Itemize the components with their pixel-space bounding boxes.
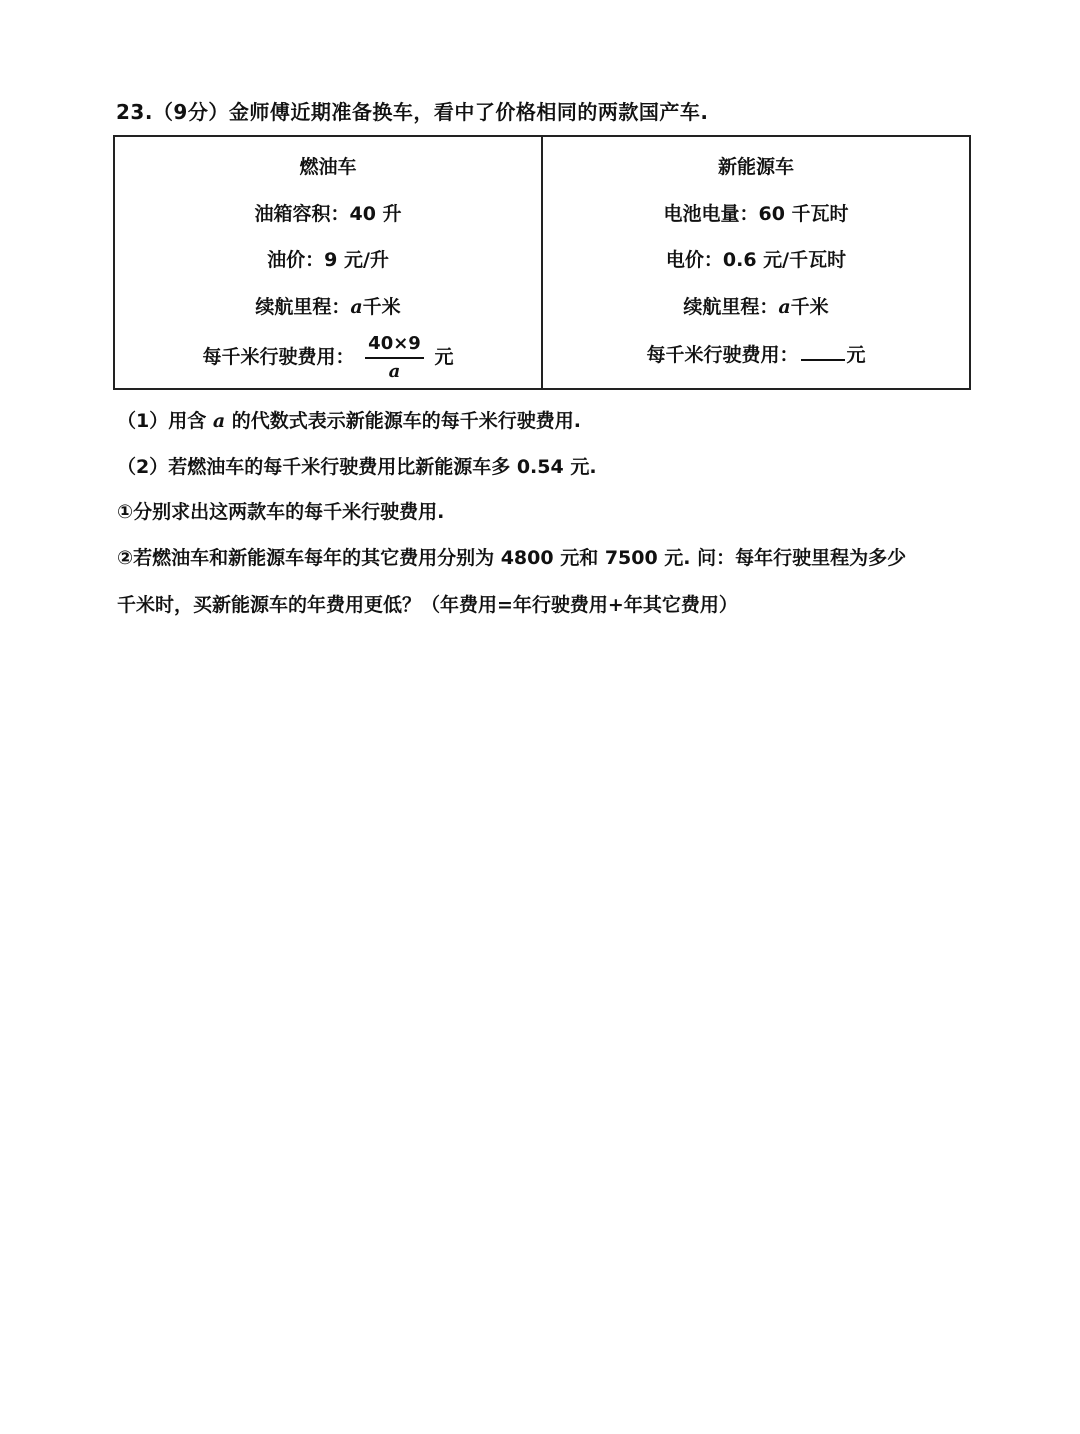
fuel-cost-unit: 元 <box>434 346 454 368</box>
question-title: 23.（9分）金师傅近期准备换车，看中了价格相同的两款国产车. <box>116 100 709 124</box>
fuel-cost-fraction <box>365 333 424 382</box>
part-2-sub-2-line-1: ②若燃油车和新能源车每年的其它费用分别为 4800 元和 7500 元. 问：每年行驶里程为多少 <box>117 547 907 569</box>
ev-range-unit: 千米 <box>790 296 829 318</box>
ev-cost-per-km <box>543 340 969 367</box>
ev-car-column <box>541 137 969 388</box>
part-1 <box>117 406 581 433</box>
part-1-prefix: （1）用含 <box>117 410 213 432</box>
ev-battery-capacity: 电池电量：60 千瓦时 <box>663 203 849 225</box>
fuel-cost-per-km <box>115 333 541 382</box>
part-2-sub-2-line-2: 千米时，买新能源车的年费用更低？（年费用=年行驶费用+年其它费用） <box>117 594 738 616</box>
fuel-range-label: 续航里程： <box>255 296 351 318</box>
fuel-car-header: 燃油车 <box>299 156 357 178</box>
ev-range-var: a <box>778 296 791 318</box>
fuel-price: 油价：9 元/升 <box>267 249 389 271</box>
fraction-denominator: a <box>388 361 401 382</box>
ev-range-label: 续航里程： <box>683 296 779 318</box>
part-2: （2）若燃油车的每千米行驶费用比新能源车多 0.54 元. <box>117 456 597 478</box>
ev-cost-unit: 元 <box>846 344 866 366</box>
fuel-car-column <box>115 137 541 388</box>
part-1-suffix: 的代数式表示新能源车的每千米行驶费用. <box>225 410 581 432</box>
ev-cost-label: 每千米行驶费用： <box>646 344 799 366</box>
part-1-variable: a <box>212 410 226 432</box>
ev-car-header: 新能源车 <box>717 156 794 178</box>
fraction-numerator: 40×9 <box>365 333 424 359</box>
fuel-tank-capacity: 油箱容积：40 升 <box>254 203 402 225</box>
part-2-sub-1: ①分别求出这两款车的每千米行驶费用. <box>117 501 445 523</box>
fuel-range-unit: 千米 <box>362 296 401 318</box>
ev-range <box>543 292 969 319</box>
ev-electricity-price: 电价：0.6 元/千瓦时 <box>665 249 847 271</box>
answer-blank[interactable] <box>801 341 845 361</box>
fuel-range <box>115 292 541 319</box>
fuel-range-var: a <box>350 296 363 318</box>
fuel-cost-label: 每千米行驶费用： <box>202 346 355 368</box>
comparison-table <box>113 135 971 390</box>
